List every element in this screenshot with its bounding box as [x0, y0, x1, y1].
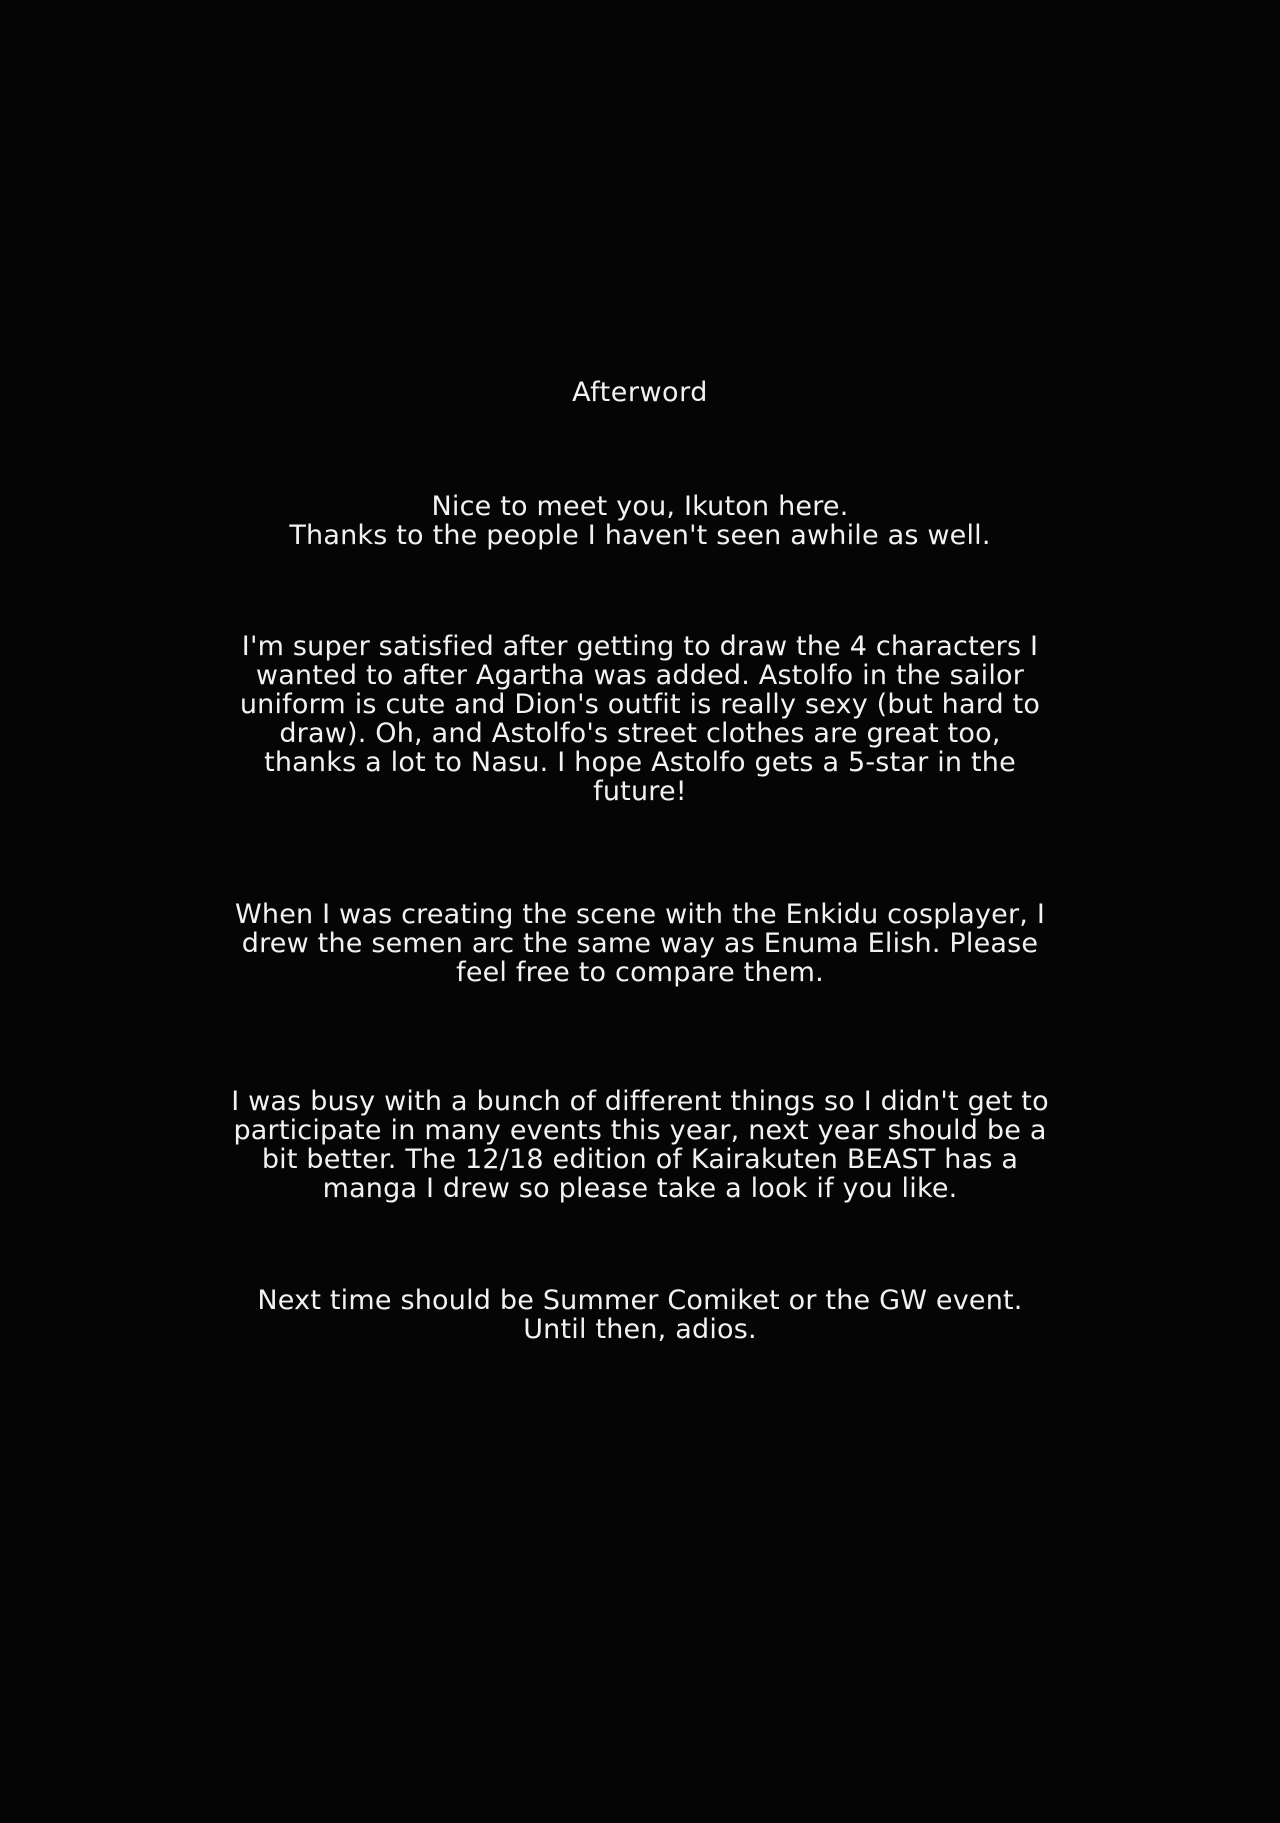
text-line: bit better. The 12/18 edition of Kairakuten BEAST has a	[261, 1144, 1019, 1175]
text-line: future!	[593, 776, 687, 807]
paragraph-events	[140, 1087, 1140, 1203]
text-line: wanted to after Agartha was added. Astolfo in the sailor	[255, 660, 1025, 691]
text-line: feel free to compare them.	[456, 957, 824, 988]
paragraph-characters	[140, 632, 1140, 806]
text-line: I'm super satisfied after getting to draw the 4 characters I	[241, 631, 1039, 662]
text-line: uniform is cute and Dion's outfit is really sexy (but hard to	[239, 689, 1041, 720]
text-line: draw). Oh, and Astolfo's street clothes are great too,	[279, 718, 1001, 749]
page-title: Afterword	[572, 377, 708, 408]
text-line: When I was creating the scene with the Enkidu cosplayer, I	[234, 899, 1046, 930]
text-line: participate in many events this year, next year should be a	[233, 1115, 1047, 1146]
paragraph-closing	[140, 1286, 1140, 1344]
text-line: thanks a lot to Nasu. I hope Astolfo gets a 5-star in the	[264, 747, 1016, 778]
text-line: Nice to meet you, Ikuton here.	[431, 491, 849, 522]
text-line: I was busy with a bunch of different things so I didn't get to	[231, 1086, 1049, 1117]
paragraph-greeting	[140, 492, 1140, 550]
paragraph-scene	[140, 900, 1140, 987]
text-line: drew the semen arc the same way as Enuma Elish. Please	[241, 928, 1039, 959]
text-line: Next time should be Summer Comiket or the GW event.	[257, 1285, 1023, 1316]
text-line: manga I drew so please take a look if you like.	[322, 1173, 958, 1204]
text-line: Thanks to the people I haven't seen awhile as well.	[289, 520, 991, 551]
text-line: Until then, adios.	[523, 1314, 757, 1345]
